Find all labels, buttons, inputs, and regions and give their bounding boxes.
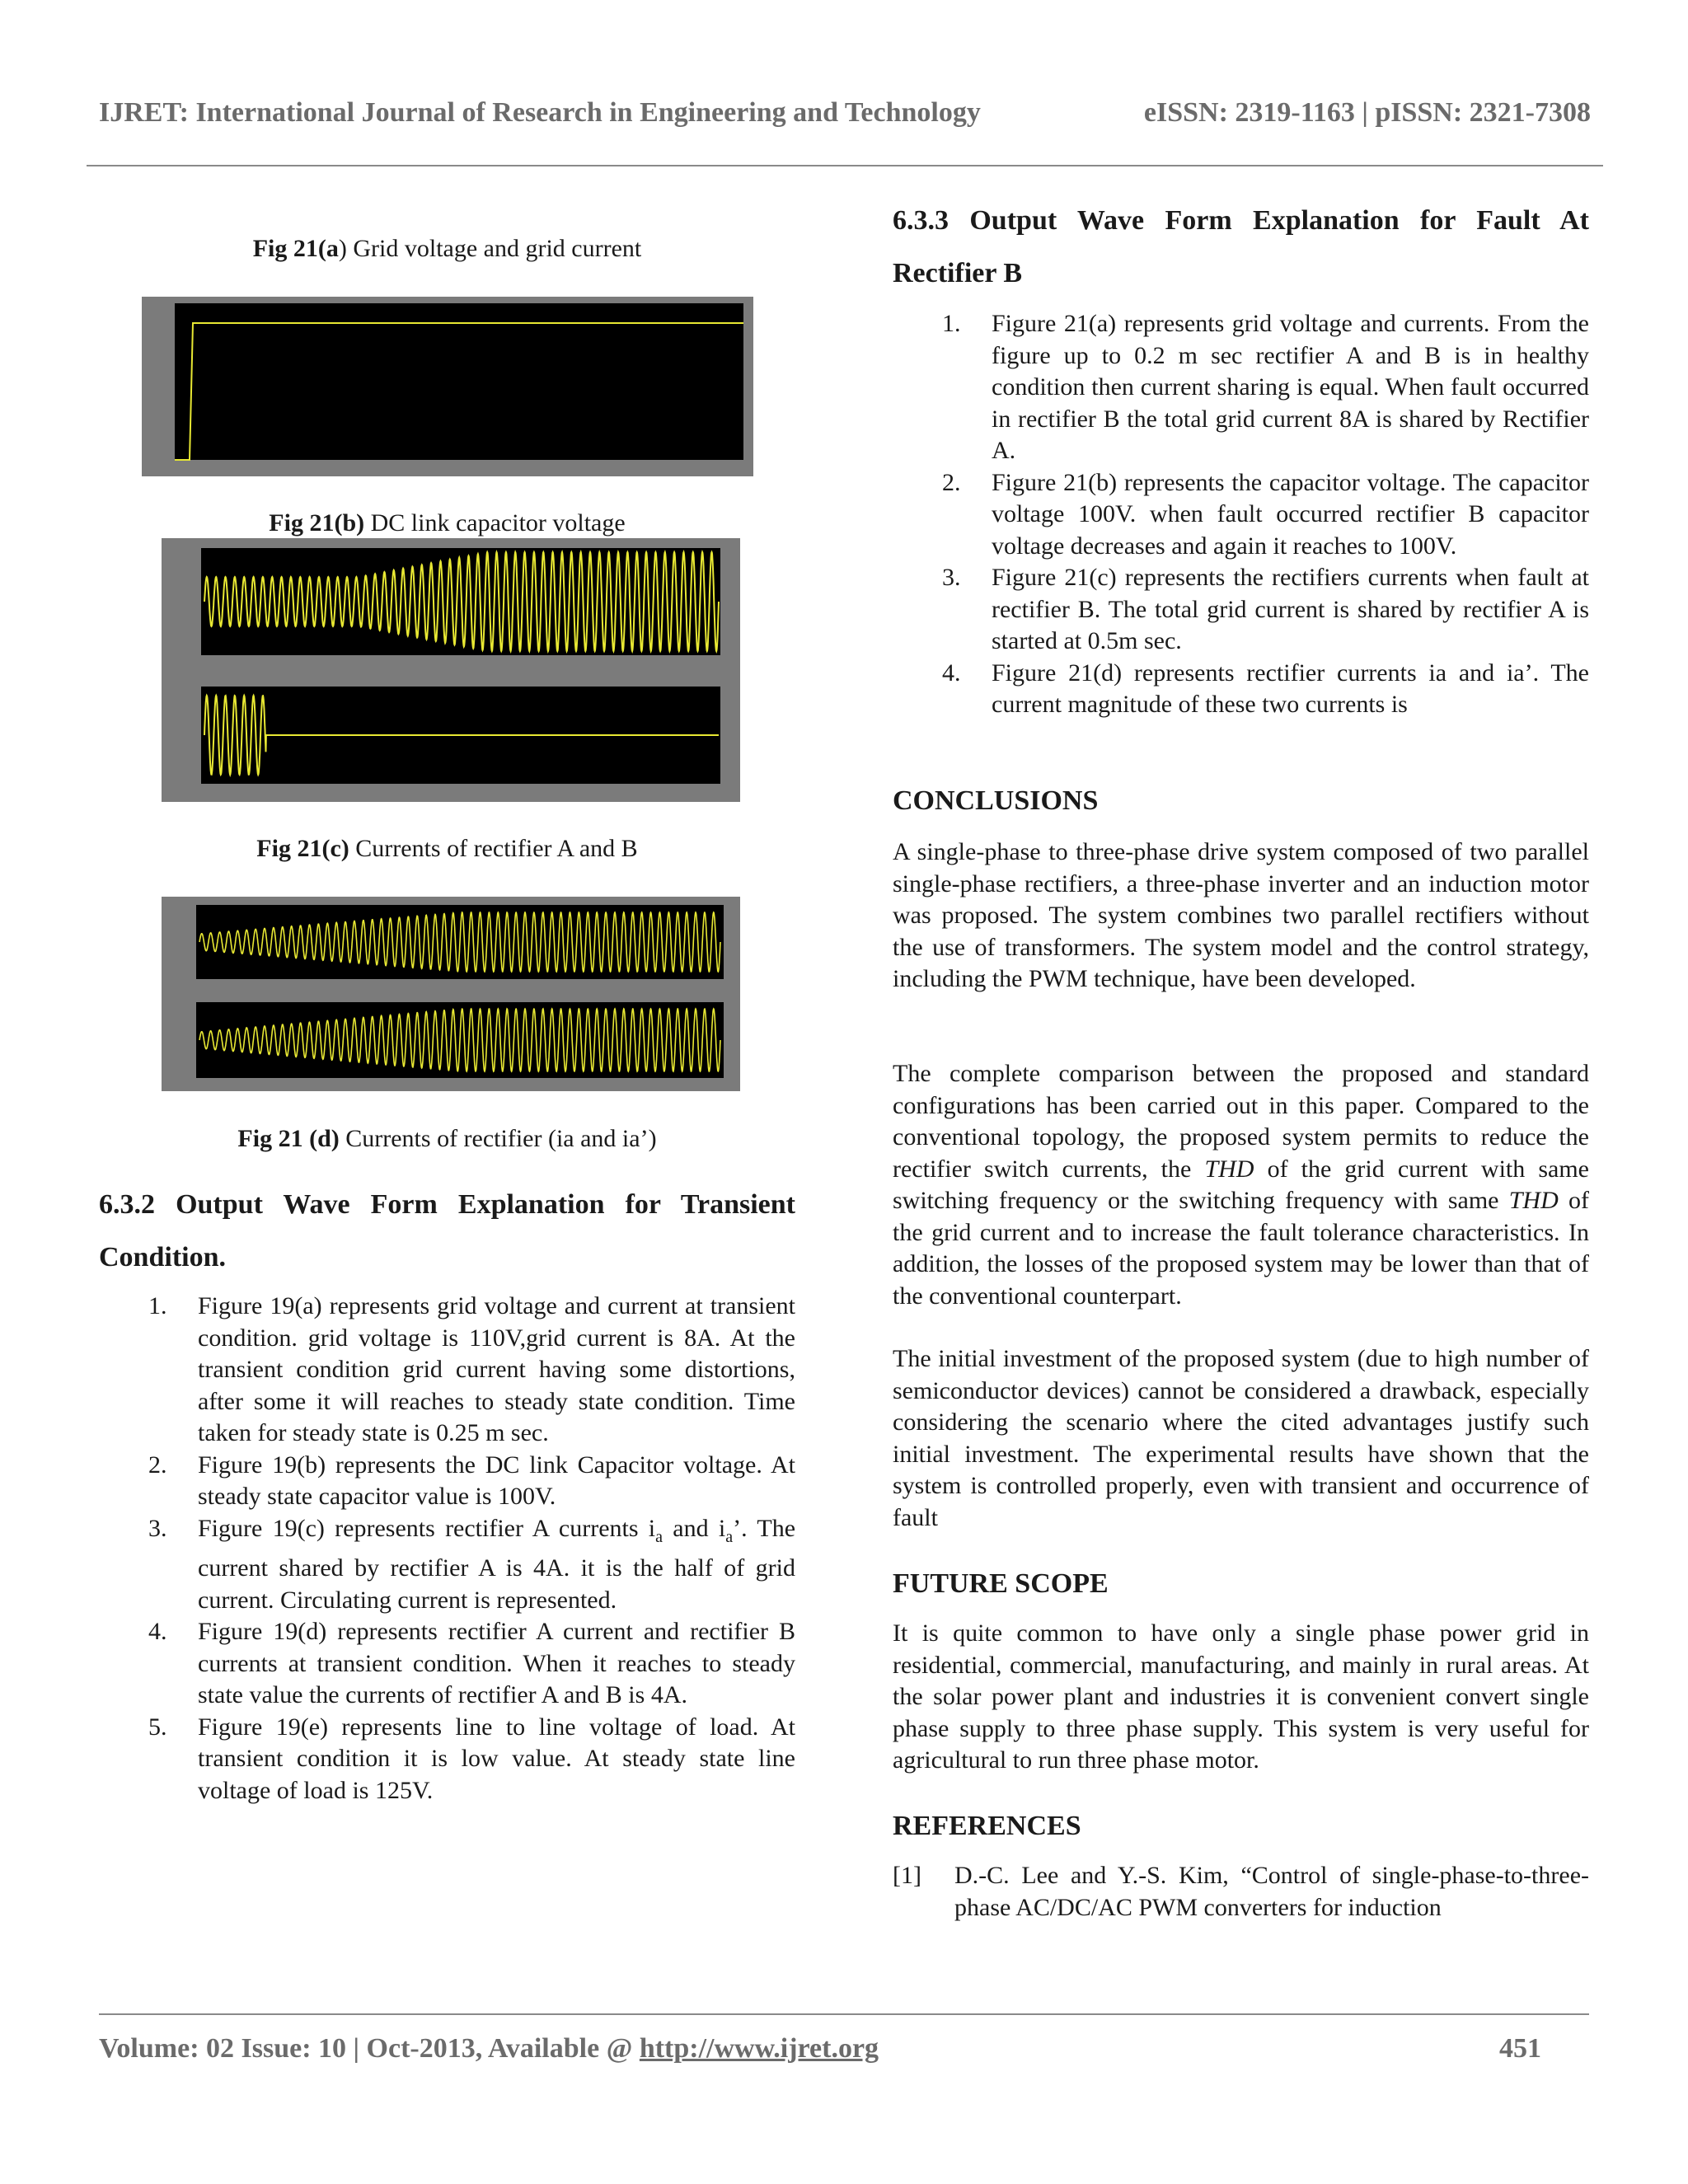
fig21b-svg bbox=[162, 538, 740, 802]
footer-rule bbox=[99, 2013, 1589, 2015]
fig21b-plot bbox=[162, 538, 740, 802]
fig21c-plot bbox=[162, 897, 740, 1091]
page-number: 451 bbox=[1499, 2033, 1541, 2064]
list-item: 3. Figure 19(c) represents rectifier A currents $i_a$ and $i_a$’. The current shared by rectifier A is 4A. it is the half of grid current. Circulating current is represented. bbox=[148, 1514, 796, 1614]
footer-volume: Volume: 02 Issue: 10 | Oct-2013, Available @ http://www.ijret.org bbox=[99, 2033, 879, 2064]
fig21c-caption: Fig 21(c) Currents of rectifier A and B bbox=[256, 835, 638, 862]
conclusions-paragraph-1: A single-phase to three-phase drive system composed of two parallel single-phase rectifiers, a three-phase inverter and an induction motor was proposed. The system combines two parallel rectifiers without the use of transformers. The system model and the control strategy, including the PWM technique, have been developed. bbox=[893, 838, 1589, 992]
list-item: 2. Figure 21(b) represents the capacitor voltage. The capacitor voltage 100V. when fault occurred rectifier B capacitor voltage decreases and again it reaches to 100V. bbox=[942, 468, 1589, 560]
running-footer bbox=[99, 2033, 1541, 2064]
fig21d-caption: Fig 21 (d) Currents of rectifier (ia and ia’) bbox=[237, 1125, 657, 1152]
conclusions-heading: CONCLUSIONS bbox=[893, 785, 1099, 816]
section-632-title: 6.3.2 Output Wave Form Explanation for Transient Condition. bbox=[99, 1189, 795, 1272]
list-item: 5. Figure 19(e) represents line to line voltage of load. At transient condition it is low value. At steady state line voltage of load is 125V. bbox=[148, 1713, 795, 1804]
section-633-list bbox=[893, 308, 1589, 721]
fig21a-caption: Fig 21(a) Grid voltage and grid current bbox=[252, 235, 642, 262]
future-scope-paragraph: It is quite common to have only a single phase power grid in residential, commercial, manufacturing, and mainly in rural areas. At the solar power plant and industries it is convenient convert single phase supply to three phase supply. This system is very useful for agricultural to run three phase motor. bbox=[893, 1619, 1589, 1774]
conclusions-paragraph-3: The initial investment of the proposed system (due to high number of semiconductor devices) cannot be considered a drawback, especially considering the scenario where the cited advantages justify such initial investment. The experimental results have shown that the system is controlled properly, even with transient and occurrence of fault bbox=[893, 1345, 1589, 1531]
journal-title: IJRET: International Journal of Research in Engineering and Technology bbox=[99, 97, 981, 128]
conclusions-paragraph-2: The complete comparison between the proposed and standard configurations has been carried out in this paper. Compared to the conventional topology, the proposed system permits to reduce the rectifier switch currents, the THD of the grid current with same switching frequency or the switching frequency with same THD of the grid current and to increase the fault tolerance characteristics. In addition, the losses of the proposed system may be lower than that of the conventional counterpart. bbox=[893, 1060, 1589, 1310]
list-item: 4. Figure 21(d) represents rectifier currents ia and ia’. The current magnitude of these two currents is bbox=[942, 658, 1589, 718]
list-item: 4. Figure 19(d) represents rectifier A current and rectifier B currents at transient condition. When it reaches to steady state value the currents of rectifier A and B is 4A. bbox=[148, 1618, 795, 1708]
references-heading: REFERENCES bbox=[893, 1811, 1081, 1841]
fig21b-caption: Fig 21(b) DC link capacitor voltage bbox=[269, 509, 626, 537]
list-item: 1. Figure 21(a) represents grid voltage and currents. From the figure up to 0.2 m sec rectifier A and B is in healthy condition then current sharing is equal. When fault occurred in rectifier B the total grid current 8A is shared by Rectifier A. bbox=[942, 310, 1589, 464]
running-header bbox=[99, 97, 1591, 129]
fig21a-plot bbox=[142, 297, 753, 476]
plot-area bbox=[175, 303, 743, 460]
section-632-list bbox=[99, 1291, 795, 1807]
journal-link[interactable]: http://www.ijret.org bbox=[639, 2033, 879, 2064]
list-item: 1. Figure 19(a) represents grid voltage and current at transient condition. grid voltage is 110V,grid current is 8A. At the transient condition grid current having some distortions, after some it will reaches to steady state condition. Time taken for steady state is 0.25 m sec. bbox=[148, 1292, 795, 1446]
reference-item: [1] D.-C. Lee and Y.-S. Kim, “Control of single-phase-to-three-phase AC/DC/AC PWM converters for induction bbox=[893, 1862, 1589, 1921]
list-item: 2. Figure 19(b) represents the DC link Capacitor voltage. At steady state capacitor value is 100V. bbox=[148, 1451, 795, 1510]
fig21a-svg bbox=[142, 297, 753, 476]
reference-list bbox=[893, 1860, 1589, 1924]
issn: eISSN: 2319-1163 | pISSN: 2321-7308 bbox=[1143, 97, 1591, 128]
future-scope-heading: FUTURE SCOPE bbox=[893, 1568, 1109, 1599]
fig21c-svg bbox=[162, 897, 740, 1091]
header-rule bbox=[87, 165, 1603, 166]
list-item: 3. Figure 21(c) represents the rectifiers currents when fault at rectifier B. The total grid current is shared by rectifier A is started at 0.5m sec. bbox=[942, 564, 1589, 654]
section-633-title: 6.3.3 Output Wave Form Explanation for Fault At Rectifier B bbox=[893, 205, 1589, 288]
